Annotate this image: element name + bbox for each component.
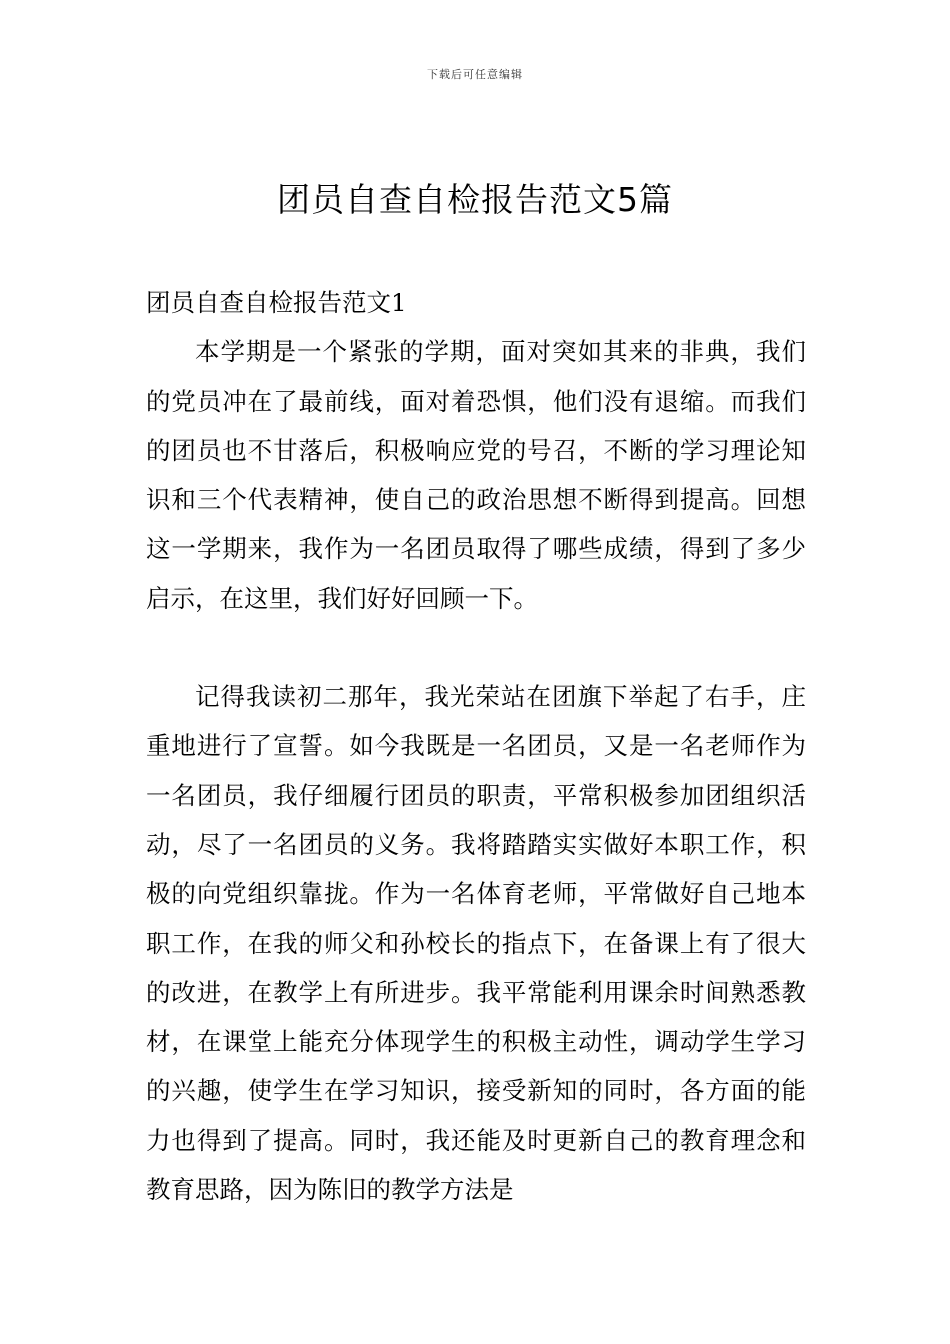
document-title: 团员自查自检报告范文5篇 xyxy=(277,180,673,219)
header-note: 下载后可任意编辑 xyxy=(427,68,523,81)
paragraph-2: 记得我读初二那年，我光荣站在团旗下举起了右手，庄重地进行了宣誓。如今我既是一名团员，又是一名老师作为一名团员，我仔细履行团员的职责，平常积极参加团组织活动，尽了一名团员的义务。我将踏踏实实做好本职工作，积极的向党组织靠拢。作为一名体育老师，平常做好自己地本职工作，在我的师父和孙校长的指点下，在备课上有了很大的改进，在教学上有所进步。我平常能利用课余时间熟悉教材，在课堂上能充分体现学生的积极主动性，调动学生学习的兴趣，使学生在学习知识，接受新知的同时，各方面的能力也得到了提高。同时，我还能及时更新自己的教育理念和教育思路，因为陈旧的教学方法是 xyxy=(146,682,806,1205)
document-body xyxy=(146,278,806,1214)
section-heading: 团员自查自检报告范文1 xyxy=(146,288,407,317)
paragraph-spacer xyxy=(146,623,806,672)
paragraph-1: 本学期是一个紧张的学期，面对突如其来的非典，我们的党员冲在了最前线，面对着恐惧，他们没有退缩。而我们的团员也不甘落后，积极响应党的号召，不断的学习理论知识和三个代表精神，使自己的政治思想不断得到提高。回想这一学期来，我作为一名团员取得了哪些成绩，得到了多少启示，在这里，我们好好回顾一下。 xyxy=(146,337,806,613)
